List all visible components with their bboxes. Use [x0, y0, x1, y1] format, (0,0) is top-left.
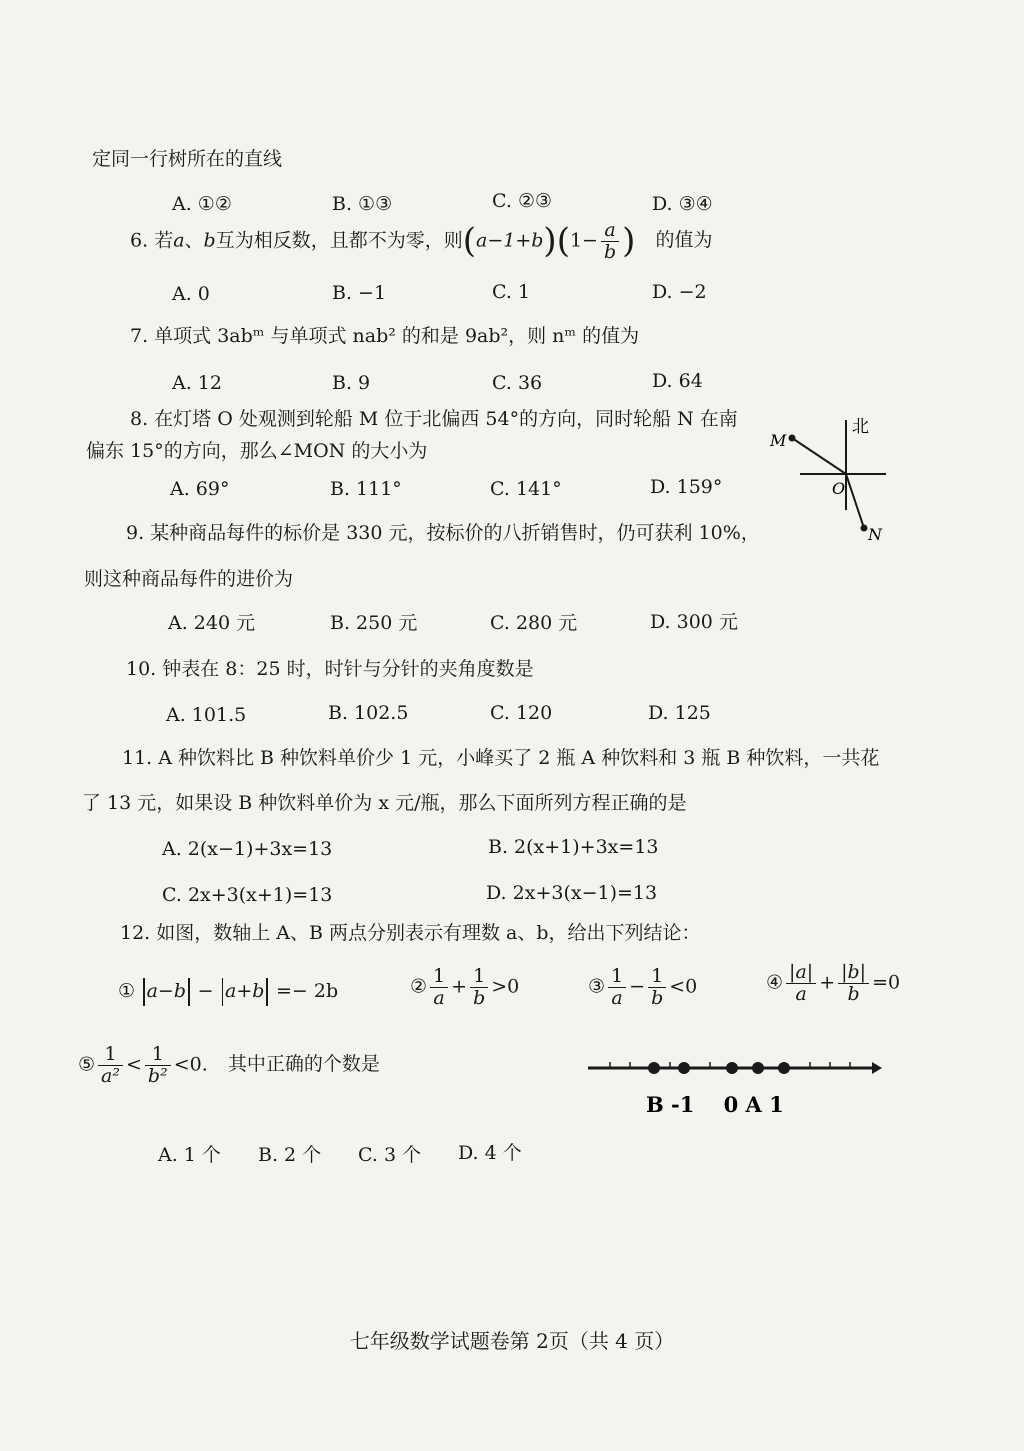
q12-c5-d2: b²: [147, 1064, 168, 1087]
q12-c5-mark: ⑤: [78, 1053, 96, 1076]
q12-conclusion-1: [118, 978, 338, 1006]
q6-one-minus: 1−: [569, 229, 598, 252]
q12-option-b: B. 2 个: [258, 1144, 322, 1166]
q6-sep: 、: [184, 229, 204, 252]
q8-option-d: D. 159°: [650, 476, 723, 498]
q12-c2-d2: b: [473, 986, 486, 1009]
q12-c4-rhs: =0: [872, 971, 901, 994]
q10-question: 10. 钟表在 8：25 时，时针与分针的夹角度数是: [126, 658, 534, 680]
q12-c3-minus: −: [629, 975, 646, 998]
q12-c3-frac2: [648, 966, 666, 1009]
q12-c3-frac1: [608, 966, 626, 1009]
q6-option-b: B. −1: [332, 282, 387, 304]
q12-number-line: [580, 1050, 890, 1120]
q12-option-c: C. 3 个: [358, 1144, 422, 1166]
q12-point-one: [778, 1062, 790, 1074]
q12-conclusion-2: [410, 966, 519, 1009]
q7-option-b: B. 9: [332, 372, 371, 394]
q10-option-a: A. 101.5: [166, 704, 247, 726]
q8-ray-on: [846, 474, 864, 528]
q12-c5-d1: a²: [101, 1064, 120, 1087]
q7-option-a: A. 12: [172, 372, 222, 394]
q12-option-a: A. 1 个: [158, 1144, 221, 1166]
q12-c5-tail: 其中正确的个数是: [227, 1053, 380, 1076]
q12-point-b: [648, 1062, 660, 1074]
q6-number: 6.: [130, 229, 149, 252]
q12-question: 12. 如图，数轴上 A、B 两点分别表示有理数 a、b，给出下列结论：: [120, 922, 701, 944]
q12-c1-rhs: =− 2b: [276, 980, 339, 1002]
q12-c4-plus: +: [819, 971, 836, 994]
q5-option-b: B. ①③: [332, 193, 393, 215]
q12-c1-abs-close: [188, 978, 190, 1006]
q7-question: 7. 单项式 3abᵐ 与单项式 nab² 的和是 9ab²，则 nᵐ 的值为: [130, 325, 640, 347]
q12-c2-plus: +: [451, 975, 468, 998]
q10-option-c: C. 120: [490, 702, 553, 724]
q12-c3-mark: ③: [588, 975, 606, 998]
q12-c4-mark: ④: [766, 971, 784, 994]
q6-option-c: C. 1: [492, 281, 531, 303]
q7-option-c: C. 36: [492, 372, 543, 394]
q9-question-line1: 9. 某种商品每件的标价是 330 元，按标价的八折销售时，仍可获利 10%，: [126, 522, 760, 544]
q9-option-d: D. 300 元: [650, 611, 738, 633]
q8-question-line2: 偏东 15°的方向，那么∠MON 的大小为: [86, 440, 428, 462]
q6-option-a: A. 0: [172, 283, 210, 305]
q11-option-b: B. 2(x+1)+3x=13: [488, 836, 659, 858]
q5-option-d: D. ③④: [652, 193, 713, 215]
q10-option-b: B. 102.5: [328, 702, 409, 724]
q9-option-c: C. 280 元: [490, 612, 578, 634]
q6-option-d: D. −2: [652, 281, 707, 303]
q8-point-m: [789, 435, 796, 442]
q8-option-a: A. 69°: [170, 478, 230, 500]
q5-option-a: A. ①②: [172, 193, 232, 215]
q6-var-a: a: [173, 229, 185, 252]
q12-c3-rhs: <0: [669, 975, 698, 998]
q12-c5-n1: 1: [98, 1044, 123, 1066]
q12-c5-rhs: <0.: [173, 1053, 208, 1076]
q6-expr1: a−1+b: [476, 229, 544, 252]
q11-option-a: A. 2(x−1)+3x=13: [162, 838, 333, 860]
q12-axis-labels: B -1 0 A 1: [646, 1092, 784, 1117]
q12-c1-minus: −: [197, 980, 214, 1002]
q12-axis-arrow: [872, 1062, 882, 1074]
q8-label-north: 北: [852, 417, 869, 437]
q12-c2-frac2: [470, 966, 488, 1009]
q6-paren-open-2: (: [556, 220, 570, 261]
q12-c2-rhs: >0: [491, 975, 520, 998]
q8-option-b: B. 111°: [330, 478, 402, 500]
q6-frac-numerator: a: [601, 220, 619, 242]
q12-c5-frac2: [145, 1044, 171, 1087]
q12-c2-d1: a: [433, 986, 445, 1009]
q11-question-line2: 了 13 元，如果设 B 种饮料单价为 x 元/瓶，那么下面所列方程正确的是: [82, 792, 687, 814]
q12-c2-n2: 1: [470, 966, 488, 988]
q12-c3-n1: 1: [608, 966, 626, 988]
q12-c3-d1: a: [611, 986, 623, 1009]
q7-option-d: D. 64: [652, 370, 703, 392]
q8-label-o: O: [832, 479, 846, 498]
q6-paren-close: ): [543, 220, 557, 261]
q10-option-d: D. 125: [648, 702, 711, 724]
page-footer: 七年级数学试题卷第 2页（共 4 页）: [349, 1329, 675, 1353]
q12-c3-n2: 1: [648, 966, 666, 988]
q8-point-n: [861, 525, 868, 532]
q6-var-b: b: [203, 229, 216, 252]
q12-c1-mark: ①: [118, 980, 136, 1002]
q8-label-n: N: [868, 525, 882, 544]
q6-paren-close-2: ): [622, 220, 636, 261]
q12-c1-abs2: a+b: [225, 980, 265, 1002]
q12-c1-abs1: a−b: [146, 980, 187, 1002]
q8-label-m: M: [770, 431, 787, 450]
q5-tail-text: 定同一行树所在的直线: [92, 148, 283, 170]
q12-c4-d1: a: [795, 982, 807, 1005]
q11-option-c: C. 2x+3(x+1)=13: [162, 884, 333, 906]
q12-c2-mark: ②: [410, 975, 428, 998]
q6-paren-open: (: [462, 220, 476, 261]
q6-frac-denominator: b: [603, 240, 617, 263]
q12-c4-d2: b: [847, 982, 860, 1005]
q6-text-a: 若: [154, 229, 174, 252]
q12-c5-n2: 1: [145, 1044, 171, 1066]
q9-option-b: B. 250 元: [330, 612, 418, 634]
q9-question-line2: 则这种商品每件的进价为: [84, 568, 294, 590]
q11-question-line1: 11. A 种饮料比 B 种饮料单价少 1 元，小峰买了 2 瓶 A 种饮料和 3 瓶 B 种饮料，一共花: [122, 747, 880, 769]
q6-text-c: 的值为: [655, 229, 713, 252]
q11-option-d: D. 2x+3(x−1)=13: [486, 882, 658, 904]
q8-ray-om: [792, 438, 846, 474]
q9-option-a: A. 240 元: [168, 612, 256, 634]
q12-point-minus-one: [678, 1062, 690, 1074]
q12-c2-n1: 1: [430, 966, 448, 988]
q12-c5-lt: <: [126, 1053, 142, 1076]
q12-c5-frac1: [98, 1044, 123, 1087]
q6-fraction: [601, 220, 619, 263]
q8-question-line1: 8. 在灯塔 O 处观测到轮船 M 位于北偏西 54°的方向，同时轮船 N 在南: [130, 408, 738, 430]
q6-text-b: 互为相反数，且都不为零，则: [215, 229, 463, 252]
q12-c4-frac1: [786, 962, 816, 1005]
q12-c4-n1: |a|: [786, 962, 816, 984]
q12-c1-abs-open: [143, 978, 145, 1006]
q8-compass-figure: [760, 410, 900, 550]
q6-question: [130, 220, 712, 263]
q12-option-d: D. 4 个: [458, 1142, 522, 1164]
q8-option-c: C. 141°: [490, 478, 562, 500]
q12-conclusion-3: [588, 966, 697, 1009]
q12-c1-abs2-open: [222, 978, 224, 1006]
q5-option-c: C. ②③: [492, 190, 553, 212]
q12-conclusion-5: [78, 1044, 380, 1087]
q12-point-a: [752, 1062, 764, 1074]
q12-c2-frac1: [430, 966, 448, 1009]
q12-conclusion-4: [766, 962, 900, 1005]
q12-c4-n2: |b|: [838, 962, 869, 984]
q12-c1-abs2-close: [266, 978, 268, 1006]
q12-point-zero: [726, 1062, 738, 1074]
q12-c3-d2: b: [651, 986, 664, 1009]
q12-c4-frac2: [838, 962, 869, 1005]
